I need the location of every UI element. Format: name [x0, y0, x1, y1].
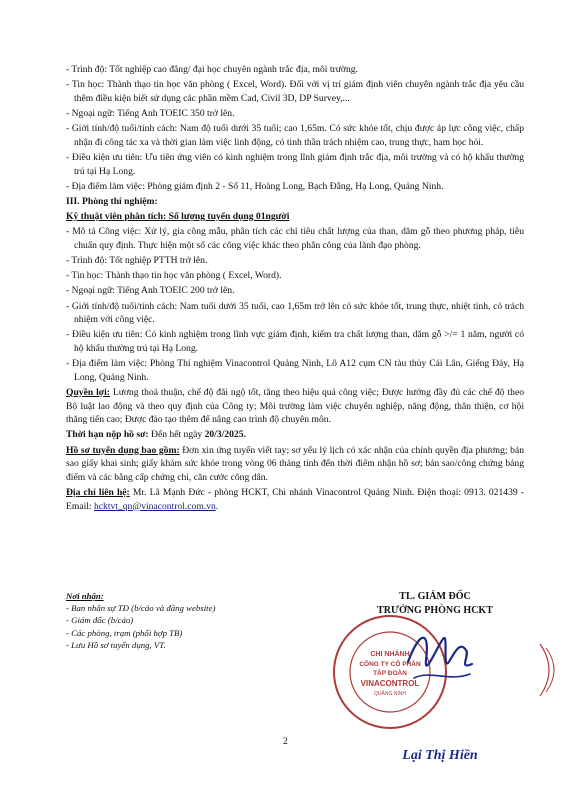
- requirement-priority: - Điều kiện ưu tiên: Ưu tiên ứng viên có kinh nghiệm trong lĩnh giám định trắc địa, môi trường và có hộ khẩu thường trú tại Hạ Long.: [66, 151, 524, 177]
- stamp-line: VINACONTROL: [360, 679, 420, 688]
- lab-job-description: - Mô tả Công việc: Xử lý, gia công mẫu, phân tích các chỉ tiêu chất lượng của than, dăm gỗ theo phương pháp, tiêu chuẩn quy định. Thực hiện một số các công việc khác theo phân công của lãnh đạo phòng.: [66, 226, 524, 251]
- deadline-label: Thời hạn nộp hồ sơ:: [66, 429, 149, 441]
- requirement-it: - Tin học: Thành thạo tin học văn phòng ( Excel, Word). Đối với vị trí giám định viên chuyên ngành trắc địa yêu cầu thêm điều kiện biết sử dụng các phần mềm Cad, Civil 3D, DP Survey,...: [66, 79, 524, 104]
- stamp-line: CÔNG TY CỔ PHẦN: [359, 661, 421, 668]
- recipient-item: - Các phòng, trạm (phối hợp TB): [66, 627, 183, 638]
- stamp-line: CHI NHÁNH: [370, 651, 410, 658]
- benefits-paragraph: [66, 386, 524, 427]
- page-number: 2: [283, 736, 288, 747]
- contact-text: Mr. Lã Mạnh Đức - phòng HCKT, Chi nhánh Vinacontrol Quảng Ninh. Điện thoại: 0913. 021439 - Email:: [66, 486, 524, 512]
- recipients-block: [66, 590, 296, 651]
- lab-language: - Ngoại ngữ: Tiếng Anh TOEIC 200 trở lên.: [66, 285, 235, 297]
- signature-stroke: [408, 638, 472, 666]
- requirement-language: - Ngoại ngữ: Tiếng Anh TOEIC 350 trở lên.: [66, 107, 235, 119]
- lab-profile: - Giới tính/độ tuổi/tính cách: Nam tuổi dưới 35 tuổi, cao 1,65m trở lên có sức khỏe tốt, trung thực, nhiệt tình, có trách nhiệm với công việc.: [66, 300, 524, 326]
- contact-end: .: [215, 500, 219, 512]
- signature-underline: [414, 674, 470, 678]
- lab-role-heading: Kỹ thuật viên phân tích: Số lượng tuyển dụng 01người: [66, 211, 290, 223]
- signer-name: Lại Thị Hiền: [402, 748, 478, 763]
- margin-stamp-arc: [546, 648, 554, 692]
- requirement-location: - Địa điểm làm việc: Phòng giám định 2 - Số 11, Hoàng Long, Bạch Đằng, Hạ Long, Quảng Ninh.: [66, 180, 444, 192]
- recipient-item: - Lưu Hồ sơ tuyển dụng, VT.: [66, 639, 166, 650]
- recipient-item: - Giám đốc (b/cáo): [66, 615, 134, 626]
- contact-paragraph: [66, 486, 524, 513]
- requirement-education: - Trình độ: Tốt nghiệp cao đẳng/ đại học chuyên ngành trắc địa, môi trường.: [66, 64, 358, 75]
- recipients-heading: Nơi nhận:: [66, 591, 104, 601]
- lab-it: - Tin học: Thành thạo tin học văn phòng ( Excel, Word).: [66, 270, 282, 282]
- section-heading-lab: III. Phòng thí nghiệm:: [66, 195, 158, 207]
- lab-location: - Địa điểm làm việc: Phòng Thí nghiệm Vinacontrol Quảng Ninh, Lô A12 cụm CN tàu thủy Cái Lân, Giếng Đáy, Hạ Long, Quảng Ninh.: [66, 358, 524, 383]
- contact-email-link[interactable]: hcktvt_qn@vinacontrol.com.vn: [93, 500, 216, 512]
- contact-label: Địa chỉ liên hệ:: [66, 486, 130, 498]
- deadline-text: Đến hết ngày: [148, 429, 205, 441]
- stamp-line: TẬP ĐOÀN: [373, 670, 407, 677]
- benefits-text: Lương thoả thuận, chế độ đãi ngộ tốt, tăng theo hiệu quả công việc; Được hưởng đầy đủ các chế độ theo Bộ luật lao động và theo quy định của Công ty; Môi trường làm việc chuyên nghiệp, năng động, thân thiện, cơ hội thăng tiến cao; Được đào tạo thêm để nâng cao trình độ chuyên môn.: [66, 386, 524, 426]
- benefits-label: Quyền lợi:: [66, 386, 110, 398]
- documents-label: Hồ sơ tuyển dụng bao gồm:: [66, 444, 180, 456]
- stamp-line: QUẢNG NINH: [374, 691, 406, 697]
- sign-title-head: TRƯỞNG PHÒNG HCKT: [377, 605, 493, 616]
- margin-stamp-arc: [540, 644, 549, 696]
- recipient-item: - Ban nhân sự TĐ (b/cáo và đăng website): [66, 603, 216, 614]
- document-body: [66, 63, 524, 515]
- deadline-paragraph: [66, 428, 524, 442]
- documents-text: Đơn xin ứng tuyển viết tay; sơ yếu lý lịch có xác nhận của chính quyền địa phương; bản sao giấy khai sinh; giấy khám sức khỏe trong vòng 06 tháng tính đến thời điểm nhận hồ sơ; bản sao/công chứng bảng điểm và các bằng cấp chứng chỉ, căn cước công dân.: [66, 444, 525, 483]
- requirement-profile: - Giới tính/độ tuổi/tính cách: Nam độ tuổi dưới 35 tuổi; cao 1,65m. Có sức khỏe tốt, chịu được áp lực công việc, chấp nhận đi công tác xa và thời gian làm việc linh động, có tinh thần trách nhiệm cao, trung thực, ham học hỏi.: [66, 123, 524, 148]
- deadline-date: 20/3/2025.: [204, 429, 246, 441]
- sign-title-director: TL. GIÁM ĐỐC: [399, 591, 471, 602]
- handwritten-signature: [400, 620, 480, 700]
- lab-priority: - Điều kiện ưu tiên: Có kinh nghiệm trong lĩnh vực giám định, kiểm tra chất lượng than, dăm gỗ >/= 1 năm, người có hộ khẩu thường trú tại Hạ Long.: [66, 329, 524, 354]
- lab-education: - Trình độ: Tốt nghiệp PTTH trở lên.: [66, 255, 208, 267]
- margin-stamp: [536, 640, 562, 700]
- documents-paragraph: [66, 444, 524, 485]
